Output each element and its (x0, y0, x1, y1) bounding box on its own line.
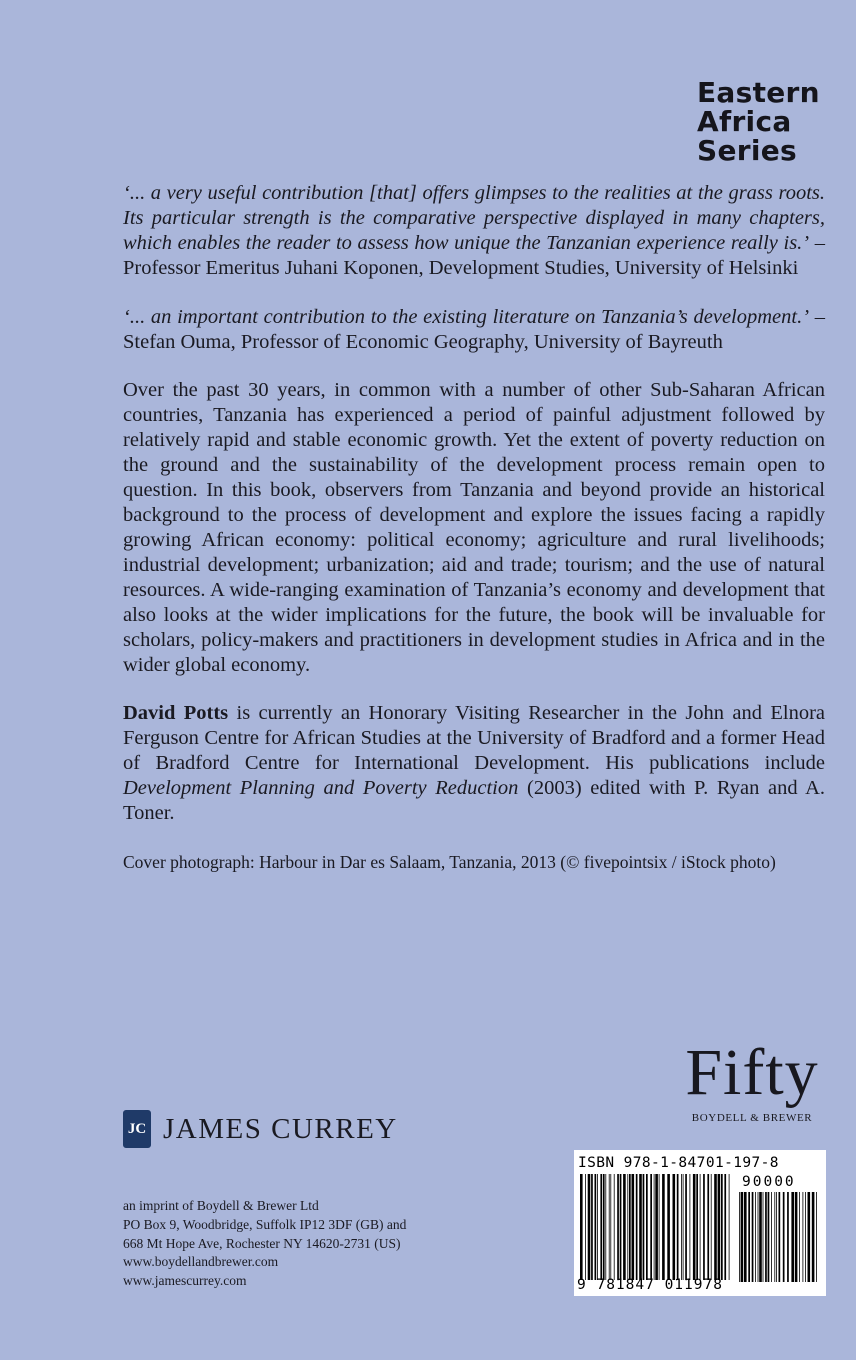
publisher-name: JAMES CURREY (163, 1112, 398, 1145)
barcode-main-bars-icon (580, 1174, 732, 1280)
review-quote-2-attribution: – Stefan Ouma, Professor of Economic Geography, University of Bayreuth (123, 306, 825, 353)
cover-photo-credit: Cover photograph: Harbour in Dar es Salaam, Tanzania, 2013 (© fivepointsix / iStock photo) (123, 852, 776, 872)
author-bio-text-2: (2003) edited with P. Ryan and A. Toner. (123, 777, 825, 824)
series-title-line-2: Africa (697, 105, 792, 138)
back-cover-text (123, 181, 825, 874)
address-line: 668 Mt Hope Ave, Rochester NY 14620-2731 (US) (123, 1235, 401, 1251)
series-title (697, 78, 847, 165)
review-quote-1-attribution: – Professor Emeritus Juhani Koponen, Development Studies, University of Helsinki (123, 232, 825, 279)
fifty-logo-subtitle: BOYDELL & BREWER (691, 1112, 813, 1124)
barcode-ean-digits: 9 781847 011978 (577, 1277, 723, 1293)
series-title-line-1: Eastern (697, 76, 820, 109)
author-name: David Potts (123, 702, 229, 724)
author-bio (123, 701, 825, 826)
book-description: Over the past 30 years, in common with a number of other Sub-Saharan African countries, Tanzania has experienced a period of painful adjustment followed by relatively rapid and stable economic growth. Yet the extent of poverty reduction on the ground and the sustainability of the development process remain open to question. In this book, observers from Tanzania and beyond provide an historical background to the process of development and explore the issues facing a rapidly growing African economy: political economy; agriculture and rural livelihoods; industrial development; urbanization; aid and trade; tourism; and the use of natural resources. A wide-ranging examination of Tanzania’s economy and development that also looks at the wider implications for the future, the book will be invaluable for scholars, policy-makers and practitioners in development studies in Africa and in the wider global economy. (123, 379, 825, 676)
address-line: www.boydellandbrewer.com (123, 1254, 279, 1270)
review-quote-2 (123, 305, 825, 355)
review-quote-1 (123, 181, 825, 281)
review-quote-2-text: ‘... an important contribution to the existing literature on Tanzania’s development.’ (123, 306, 810, 328)
isbn-barcode (574, 1150, 826, 1296)
address-line: an imprint of Boydell & Brewer Ltd (123, 1198, 319, 1213)
fifty-logo (682, 1036, 822, 1124)
barcode-price-code: 90000 (742, 1174, 796, 1190)
jc-logo-icon: JC (123, 1110, 151, 1148)
fifty-logo-word: Fifty (685, 1036, 819, 1109)
isbn-label: ISBN 978-1-84701-197-8 (578, 1155, 779, 1171)
address-line: www.jamescurrey.com (123, 1273, 247, 1289)
series-title-line-3: Series (697, 134, 798, 167)
review-quote-1-text: ‘... a very useful contribution [that] offers glimpses to the realities at the grass roots. Its particular strength is the comparative perspective displayed in many chapters, which enables the reader to assess how unique the Tanzanian experience really is.’ (123, 182, 825, 254)
address-line: PO Box 9, Woodbridge, Suffolk IP12 3DF (GB) and (123, 1216, 407, 1232)
barcode-addon-bars-icon (739, 1192, 819, 1282)
publisher-logo (123, 1108, 398, 1150)
author-book-title: Development Planning and Poverty Reduction (123, 777, 519, 799)
author-bio-text-1: is currently an Honorary Visiting Researcher in the John and Elnora Ferguson Centre for African Studies at the University of Bradford and a former Head of Bradford Centre for International Development. His publications include (123, 702, 825, 774)
publisher-address (123, 1197, 483, 1291)
